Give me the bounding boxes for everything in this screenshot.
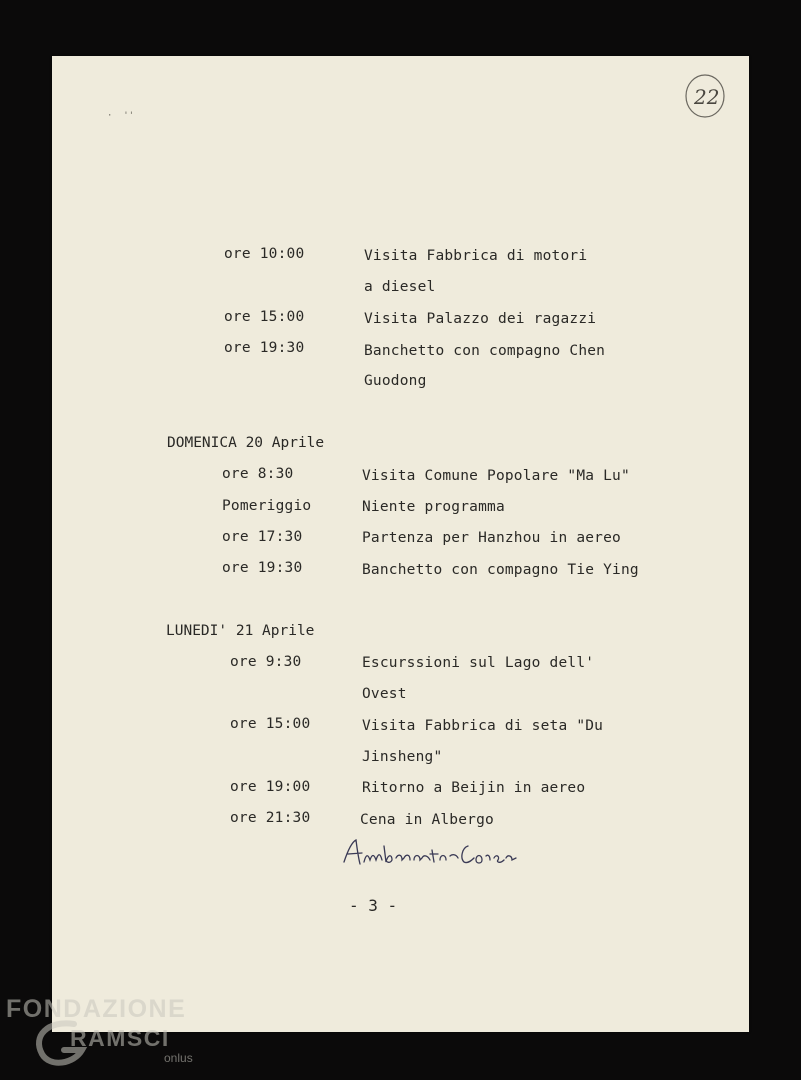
event-text: Niente programma xyxy=(362,499,505,515)
event-text: Ritorno a Beijin in aereo xyxy=(362,780,586,796)
event-time: ore 15:00 xyxy=(230,716,311,732)
event-time: ore 17:30 xyxy=(222,529,303,545)
event-time: Pomeriggio xyxy=(222,498,312,514)
event-time: ore 10:00 xyxy=(224,246,305,262)
event-text: Jinsheng" xyxy=(362,749,443,765)
day-heading: LUNEDI' 21 Aprile xyxy=(166,623,315,639)
event-time: ore 15:00 xyxy=(224,309,305,325)
event-time: ore 8:30 xyxy=(222,466,294,482)
event-text: Guodong xyxy=(364,373,427,389)
svg-text:onlus: onlus xyxy=(164,1051,193,1065)
event-time: ore 9:30 xyxy=(230,654,302,670)
event-text: Visita Comune Popolare "Ma Lu" xyxy=(362,468,630,484)
event-text: Ovest xyxy=(362,686,407,702)
paper-mark: · '' xyxy=(107,111,135,121)
fondazione-gramsci-logo xyxy=(4,990,214,1075)
event-text: Banchetto con compagno Tie Ying xyxy=(362,562,639,578)
event-text: Visita Fabbrica di motori xyxy=(364,248,588,264)
handwritten-note xyxy=(340,836,520,872)
event-text: Partenza per Hanzhou in aereo xyxy=(362,530,621,546)
page-number: - 3 - xyxy=(349,896,398,915)
svg-text:FONDAZIONE: FONDAZIONE xyxy=(6,995,187,1023)
folio-number: 22 xyxy=(694,85,720,109)
event-text: Visita Palazzo dei ragazzi xyxy=(364,311,597,327)
event-text: Banchetto con compagno Chen xyxy=(364,343,606,359)
svg-text:RAMSCI: RAMSCI xyxy=(70,1025,170,1051)
folio-number-circle xyxy=(683,72,727,120)
event-time: ore 19:30 xyxy=(224,340,305,356)
event-time: ore 19:30 xyxy=(222,560,303,576)
event-text: Escurssioni sul Lago dell' xyxy=(362,655,595,671)
day-heading: DOMENICA 20 Aprile xyxy=(167,435,325,451)
event-text: Visita Fabbrica di seta "Du xyxy=(362,718,604,734)
event-time: ore 21:30 xyxy=(230,810,311,826)
event-text: a diesel xyxy=(364,279,436,295)
event-time: ore 19:00 xyxy=(230,779,311,795)
event-text: Cena in Albergo xyxy=(360,812,494,828)
